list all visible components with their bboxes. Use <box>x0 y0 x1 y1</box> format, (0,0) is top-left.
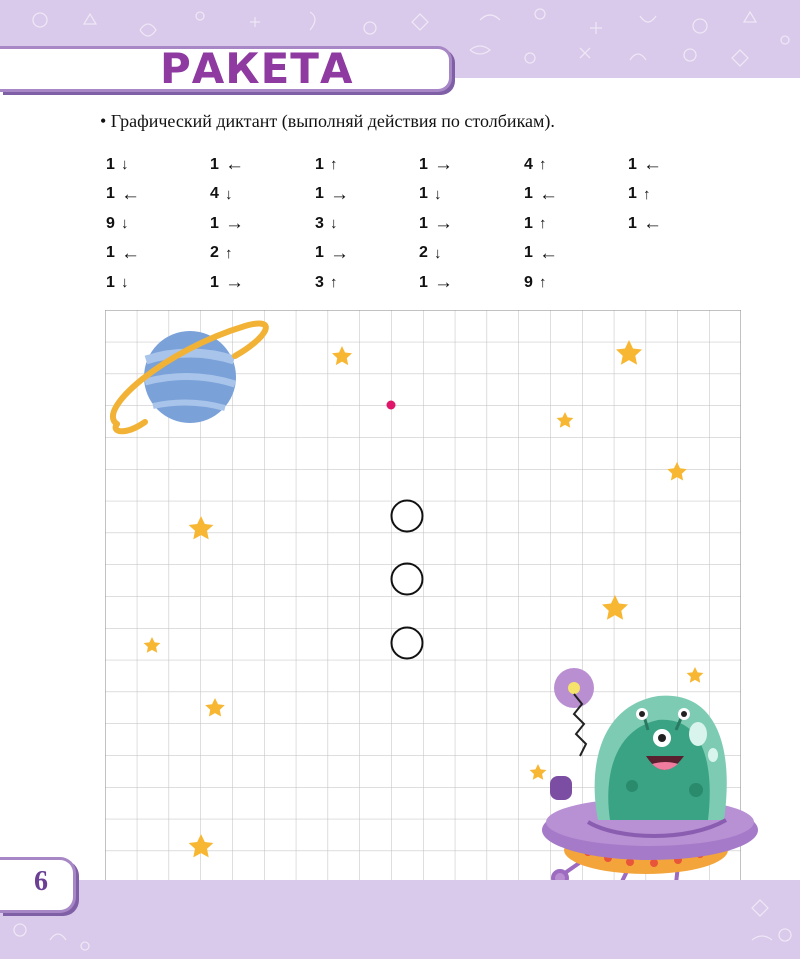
dictation-step <box>210 268 244 298</box>
instruction-text: • Графический диктант (выполняй действия по столбикам). <box>100 111 555 131</box>
dictation-step <box>315 239 349 269</box>
arrow-down-icon: ↓ <box>121 156 129 174</box>
step-count: 1 <box>419 273 428 291</box>
arrow-right-icon: → <box>330 183 349 205</box>
dictation-step <box>106 239 140 269</box>
dictation-step <box>419 268 453 298</box>
doodle-pattern <box>0 880 800 959</box>
arrow-down-icon: ↓ <box>434 244 442 262</box>
step-count: 1 <box>315 244 324 262</box>
step-count: 3 <box>315 214 324 232</box>
arrow-up-icon: ↑ <box>330 156 338 174</box>
dictation-step <box>628 150 662 180</box>
arrow-down-icon: ↓ <box>434 185 442 203</box>
dictation-step <box>419 239 453 269</box>
step-count: 1 <box>524 244 533 262</box>
step-count: 1 <box>210 273 219 291</box>
step-count: 1 <box>106 185 115 203</box>
arrow-up-icon: ↑ <box>539 274 547 292</box>
start-dot <box>387 401 396 410</box>
dictation-column <box>628 150 662 239</box>
arrow-down-icon: ↓ <box>121 274 129 292</box>
step-count: 1 <box>419 155 428 173</box>
step-count: 1 <box>315 185 324 203</box>
step-count: 1 <box>524 185 533 203</box>
dictation-step <box>524 150 558 180</box>
dictation-step <box>210 150 244 180</box>
dictation-step <box>315 209 349 239</box>
dictation-step <box>524 180 558 210</box>
arrow-up-icon: ↑ <box>225 244 233 262</box>
arrow-down-icon: ↓ <box>225 185 233 203</box>
arrow-down-icon: ↓ <box>330 215 338 233</box>
dictation-step <box>210 180 244 210</box>
dictation-step <box>628 180 662 210</box>
arrow-left-icon: ← <box>121 242 140 264</box>
footer-band <box>0 880 800 959</box>
arrow-left-icon: ← <box>225 154 244 176</box>
arrow-right-icon: → <box>330 242 349 264</box>
arrow-left-icon: ← <box>121 183 140 205</box>
step-count: 1 <box>106 273 115 291</box>
arrow-left-icon: ← <box>539 183 558 205</box>
dictation-step <box>210 209 244 239</box>
step-count: 1 <box>106 155 115 173</box>
arrow-up-icon: ↑ <box>643 185 651 203</box>
arrow-right-icon: → <box>434 154 453 176</box>
step-count: 1 <box>524 214 533 232</box>
step-count: 1 <box>106 244 115 262</box>
arrow-right-icon: → <box>225 213 244 235</box>
arrow-left-icon: ← <box>539 242 558 264</box>
dictation-column <box>210 150 244 298</box>
step-count: 1 <box>628 214 637 232</box>
arrow-right-icon: → <box>434 213 453 235</box>
step-count: 1 <box>628 185 637 203</box>
step-count: 4 <box>524 155 533 173</box>
dictation-step <box>419 209 453 239</box>
dictation-step <box>106 180 140 210</box>
dictation-column <box>419 150 453 298</box>
step-count: 1 <box>419 185 428 203</box>
dictation-step <box>419 150 453 180</box>
arrow-right-icon: → <box>225 272 244 294</box>
dictation-column <box>524 150 558 298</box>
dictation-step <box>524 268 558 298</box>
dictation-step <box>628 209 662 239</box>
arrow-right-icon: → <box>434 272 453 294</box>
step-count: 1 <box>210 214 219 232</box>
arrow-left-icon: ← <box>643 154 662 176</box>
dictation-column <box>315 150 349 298</box>
arrow-down-icon: ↓ <box>121 215 129 233</box>
dictation-step <box>524 209 558 239</box>
step-count: 9 <box>524 273 533 291</box>
step-count: 3 <box>315 273 324 291</box>
dictation-step <box>315 150 349 180</box>
arrow-up-icon: ↑ <box>330 274 338 292</box>
page-number: 6 <box>34 866 48 897</box>
dictation-step <box>315 180 349 210</box>
dictation-step <box>524 239 558 269</box>
dictation-step <box>106 209 140 239</box>
step-count: 2 <box>210 244 219 262</box>
page-title: РАКЕТА <box>160 44 354 93</box>
dictation-step <box>419 180 453 210</box>
dictation-step <box>210 239 244 269</box>
step-count: 9 <box>106 214 115 232</box>
dictation-step <box>315 268 349 298</box>
dictation-step <box>106 150 140 180</box>
step-count: 2 <box>419 244 428 262</box>
step-count: 1 <box>210 155 219 173</box>
dictation-step <box>106 268 140 298</box>
arrow-left-icon: ← <box>643 213 662 235</box>
step-count: 1 <box>315 155 324 173</box>
arrow-up-icon: ↑ <box>539 156 547 174</box>
step-count: 1 <box>419 214 428 232</box>
arrow-up-icon: ↑ <box>539 215 547 233</box>
dictation-column <box>106 150 140 298</box>
step-count: 4 <box>210 185 219 203</box>
step-count: 1 <box>628 155 637 173</box>
